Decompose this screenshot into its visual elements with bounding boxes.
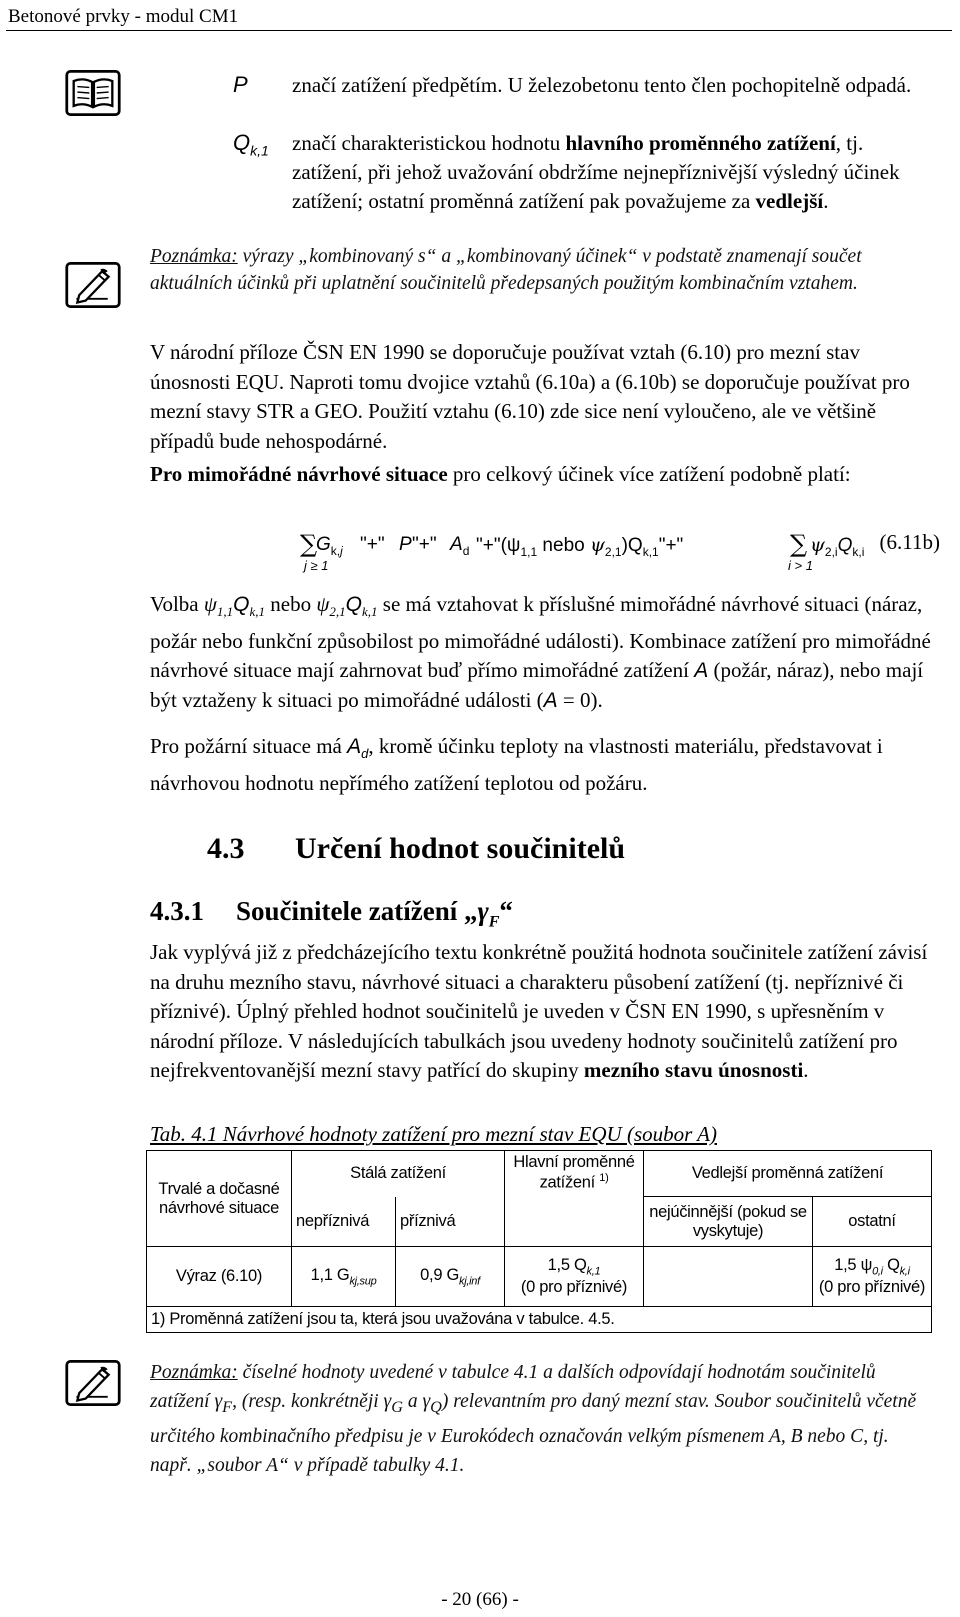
paragraph-factors: Jak vyplývá již z předcházejícího textu konkrétně použitá hodnota součinitele zatížení závisí na druhu mezního stavu, návrhové situaci a charakteru působení zatížení (tj. nepříznivé či příznivé). Úplný přehled hodnot součinitelů je uveden v ČSN EN 1990, s upřesněním v národní příloze. V následujících tabulkách jsou uvedeny hodnoty součinitelů zatížení pro nejfrekventovanější mezní stavy patřící do skupiny mezního stavu únosnosti.: [150, 940, 928, 1082]
g-term: $G_{k,j}$: [316, 534, 343, 558]
cell-leading-value: 1,5 $Q_{k,1}$ (0 pro příznivé): [505, 1247, 644, 1307]
header-permanent: Stálá zatížení: [292, 1151, 505, 1197]
header-leading: Hlavní proměnné zatížení $^{1)}$: [505, 1151, 644, 1247]
note-combination: Poznámka: výrazy „kombinovaný s“ a „kombinovaný účinek“ v podstatě znamenají součet aktuálních účinků při uplatnění součinitelů předepsaných použitým kombinačním vztahem.: [150, 246, 862, 294]
sum2-index: i > 1: [788, 558, 813, 573]
symbol-p: P: [233, 72, 248, 97]
header-title: Betonové prvky - modul CM1: [8, 6, 239, 27]
paragraph-accidental-intro: Pro mimořádné návrhové situace pro celkový účinek více zatížení podobně platí:: [150, 462, 851, 486]
header-situation: Trvalé a dočasné návrhové situace: [147, 1151, 292, 1247]
header-favourable: příznivá: [396, 1197, 505, 1247]
note-pencil-icon: [63, 1360, 123, 1406]
table-caption: Tab. 4.1 Návrhové hodnoty zatížení pro mezní stav EQU (soubor A): [150, 1122, 717, 1146]
plus-2: "+": [412, 534, 437, 555]
paragraph-fire: Pro požární situace má $A_d$, kromě účinku teploty na vlastnosti materiálu, představovat i návrhovou hodnotu nepřímého zatížení teplotou od požáru.: [150, 734, 883, 795]
sum2-symbol: ∑: [790, 530, 808, 558]
header-accompanying: Vedlejší proměnná zatížení: [644, 1151, 932, 1197]
sum-symbol: ∑: [300, 530, 318, 558]
cell-others-value: 1,5 $\psi_{0,i}$ $Q_{k,i}$ (0 pro příznivé): [813, 1247, 932, 1307]
cell-g-inf: 0,9 $G_{kj,inf}$: [396, 1247, 505, 1307]
formula-6-11b: [300, 522, 940, 582]
cell-main-accompanying: [644, 1247, 813, 1307]
plus-3: "$+"(\psi_{1,1}$ nebo $\psi_{2,1})Q_{k,1}"+$": [476, 534, 684, 559]
subsection-heading: 4.3.1 Součinitele zatížení $„\gamma_F“$: [150, 896, 513, 931]
header-others: ostatní: [813, 1197, 932, 1247]
equation-number: (6.11b): [879, 530, 940, 554]
book-icon: [63, 70, 123, 116]
note-pencil-icon: [63, 262, 123, 308]
definition-qk1: značí charakteristickou hodnotu hlavního proměnného zatížení, tj. zatížení, při jehož uvažování obdržíme nejnepříznivější výsledný účinek zatížení; ostatní proměnná zatížení pak považujeme za vedlejší.: [292, 131, 900, 213]
plus-1: "+": [360, 534, 385, 555]
design-values-table: [146, 1150, 932, 1333]
ad-term: $A_d$: [450, 534, 470, 558]
paragraph-national-annex: V národní příloze ČSN EN 1990 se doporučuje používat vztah (6.10) pro mezní stav únosnosti EQU. Naproti tomu dvojice vztahů (6.10a) a (6.10b) se doporučuje používat pro mezní stavy STR a GEO. Použití vztahu (6.10) zde sice není vyloučeno, ale ve většině případů bude nehospodárné.: [150, 340, 910, 453]
header-main-accompanying: nejúčinnější (pokud se vyskytuje): [644, 1197, 813, 1247]
cell-g-sup: 1,1 $G_{kj,sup}$: [292, 1247, 396, 1307]
note-coefficients: Poznámka: číselné hodnoty uvedené v tabulce 4.1 a dalších odpovídají hodnotám součinitelů zatížení $\gamma_F$, (resp. konkrétněji $\gamma_G$ a $\gamma_Q$) relevantním pro daný mezní stav. Soubor součinitelů včetně určitého kombinačního předpisu je v Eurokódech označován velkým písmenem A, B nebo C, tj. např. „soubor A“ v případě tabulky 4.1.: [150, 1362, 917, 1476]
page-header: [6, 4, 952, 31]
paragraph-volba: Volba $\psi_{1,1}Q_{k,1}$ nebo $\psi_{2,1}Q_{k,1}$ se má vztahovat k příslušné mimořádné návrhové situaci (náraz, požár nebo funkční způsobilost po mimořádné události). Kombinace zatížení pro mimořádné návrhové situace mají zahrnovat buď přímo mimořádné zatížení A (požár, náraz), nebo mají být vztaženy k situaci po mimořádné události (A = 0).: [150, 592, 931, 712]
header-unfavourable: nepříznivá: [292, 1197, 396, 1247]
symbol-qk1: $Q_{k,1}$: [233, 130, 269, 159]
p-term: P: [399, 534, 412, 555]
psi2i-q-term: $\psi_{2,i}Q_{k,i}$: [810, 534, 865, 559]
table-footnote: 1) Proměnná zatížení jsou ta, která jsou uvažována v tabulce. 4.5.: [147, 1307, 932, 1333]
section-heading: 4.3 Určení hodnot součinitelů: [207, 832, 626, 865]
definition-p: značí zatížení předpětím. U železobetonu tento člen pochopitelně odpadá.: [292, 73, 912, 97]
row-label: Výraz (6.10): [147, 1247, 292, 1307]
sum1-index: j ≥ 1: [304, 558, 329, 573]
page-number: - 20 (66) -: [441, 1589, 519, 1610]
